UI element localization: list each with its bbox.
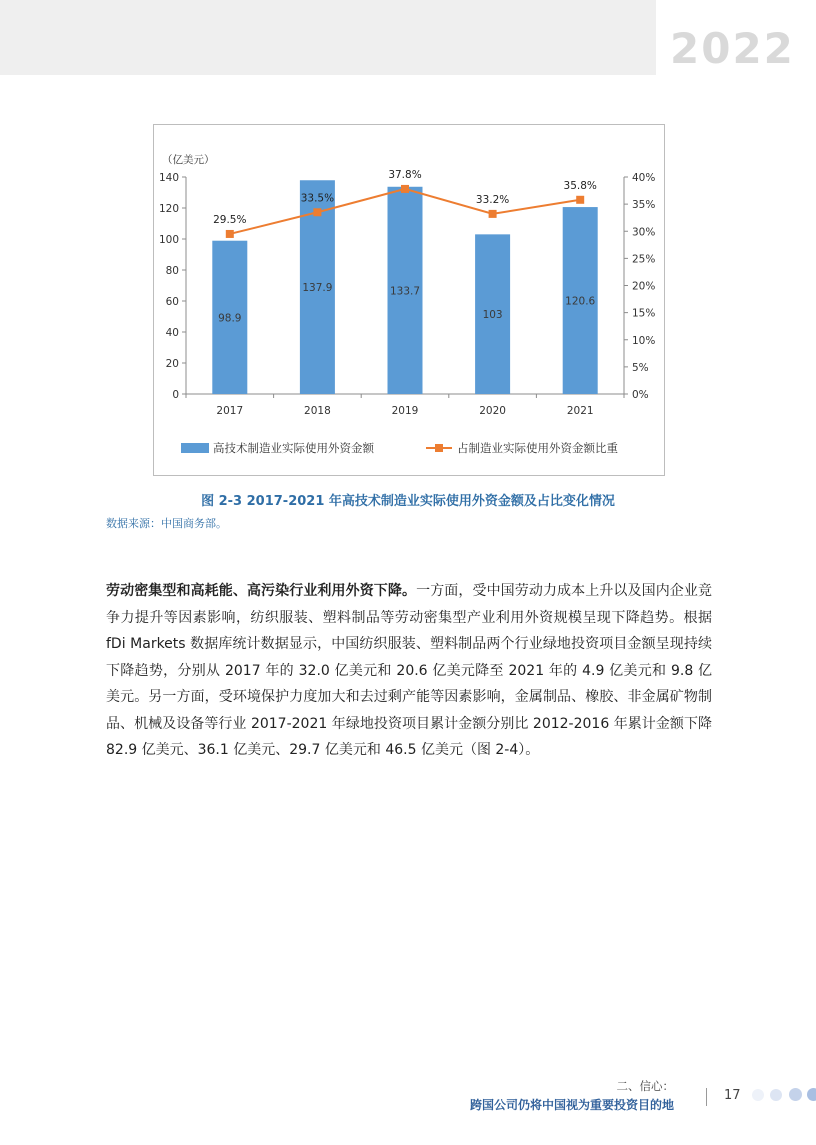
x-tick-label: 2018 bbox=[304, 405, 331, 417]
decor-dot-1 bbox=[752, 1089, 764, 1101]
figure-caption: 图 2-3 2017-2021 年高技术制造业实际使用外资金额及占比变化情况 bbox=[201, 494, 615, 509]
y-right-tick-label: 30% bbox=[632, 226, 656, 239]
y-unit-label: （亿美元） bbox=[162, 154, 215, 166]
y-right-tick-label: 25% bbox=[632, 253, 656, 266]
y-left-tick-label: 0 bbox=[172, 389, 179, 401]
y-left-tick-label: 20 bbox=[165, 358, 179, 370]
y-right-tick-label: 15% bbox=[632, 307, 656, 320]
line-data-label: 29.5% bbox=[213, 213, 247, 226]
decor-dot-2 bbox=[770, 1089, 782, 1101]
y-right-tick-label: 5% bbox=[632, 361, 649, 374]
y-left-tick-label: 140 bbox=[158, 172, 179, 184]
y-right-tick-label: 40% bbox=[632, 172, 656, 184]
x-tick-label: 2020 bbox=[479, 405, 506, 417]
y-left-tick-label: 80 bbox=[165, 265, 179, 277]
decor-dot-3 bbox=[789, 1088, 802, 1101]
legend-swatch-bar bbox=[181, 443, 209, 453]
bar-data-label: 120.6 bbox=[565, 295, 596, 308]
footer-section: 二、信心： bbox=[616, 1079, 674, 1093]
year-logo: 2022 bbox=[670, 24, 795, 73]
header-band bbox=[0, 0, 656, 75]
x-tick-label: 2017 bbox=[216, 405, 244, 417]
y-left-tick-label: 100 bbox=[158, 234, 179, 246]
y-right-tick-label: 20% bbox=[632, 280, 656, 293]
body-paragraph bbox=[106, 578, 712, 764]
x-tick-label: 2019 bbox=[391, 405, 419, 417]
line-point bbox=[226, 230, 234, 238]
footer-title: 跨国公司仍将中国视为重要投资目的地 bbox=[469, 1098, 674, 1112]
legend-label-line: 占制造业实际使用外资金额比重 bbox=[457, 441, 618, 455]
bar-data-label: 137.9 bbox=[302, 282, 333, 295]
line-data-label: 33.5% bbox=[300, 192, 335, 205]
bar-data-label: 133.7 bbox=[389, 285, 421, 298]
line-point bbox=[489, 210, 497, 218]
paragraph-lead: 劳动密集型和高耗能、高污染行业利用外资下降。 bbox=[106, 583, 417, 599]
line-data-label: 35.8% bbox=[563, 179, 597, 192]
bar-data-label: 103 bbox=[482, 309, 503, 322]
line-point bbox=[313, 208, 321, 216]
y-left-tick-label: 60 bbox=[165, 296, 179, 308]
line-point bbox=[576, 196, 584, 204]
y-right-tick-label: 35% bbox=[632, 199, 656, 212]
page-number: 17 bbox=[724, 1088, 741, 1103]
y-right-tick-label: 0% bbox=[632, 389, 649, 401]
line-point bbox=[401, 185, 409, 193]
line-data-label: 37.8% bbox=[388, 168, 422, 181]
x-tick-label: 2021 bbox=[566, 405, 594, 417]
bar-data-label: 98.9 bbox=[218, 312, 242, 325]
combo-chart bbox=[154, 125, 664, 475]
legend-marker-line bbox=[435, 444, 443, 452]
paragraph-text: 一方面，受中国劳动力成本上升以及国内企业竞争力提升等因素影响，纺织服装、塑料制品等劳动密集型产业利用外资规模呈现下降趋势。根据 fDi Markets 数据库统计数据显示，中国纺织服装、塑料制品两个行业绿地投资项目金额呈现持续下降趋势，分别从 2017 年的 32.0 亿美元和 20.6 亿美元降至 2021 年的 4.9 亿美元和 9.8 亿美元。另一方面，受环境保护力度加大和去过剩产能等因素影响，金属制品、橡胶、非金属矿物制品、机械及设备等行业 2017-2021 年绿地投资项目累计金额分别比 2012-2016 年累计金额下降 82.9 亿美元、36.1 亿美元、29.7 亿美元和 46.5 亿美元（图 2-4）。 bbox=[106, 583, 712, 758]
footer-separator bbox=[706, 1088, 707, 1106]
y-left-tick-label: 120 bbox=[158, 203, 179, 215]
legend-label-bar: 高技术制造业实际使用外资金额 bbox=[213, 441, 374, 455]
decor-dot-4 bbox=[807, 1088, 816, 1101]
y-right-tick-label: 10% bbox=[632, 334, 656, 347]
chart-frame bbox=[153, 124, 665, 476]
line-data-label: 33.2% bbox=[475, 193, 510, 206]
data-source: 数据来源：中国商务部。 bbox=[106, 517, 227, 530]
y-left-tick-label: 40 bbox=[165, 327, 179, 339]
